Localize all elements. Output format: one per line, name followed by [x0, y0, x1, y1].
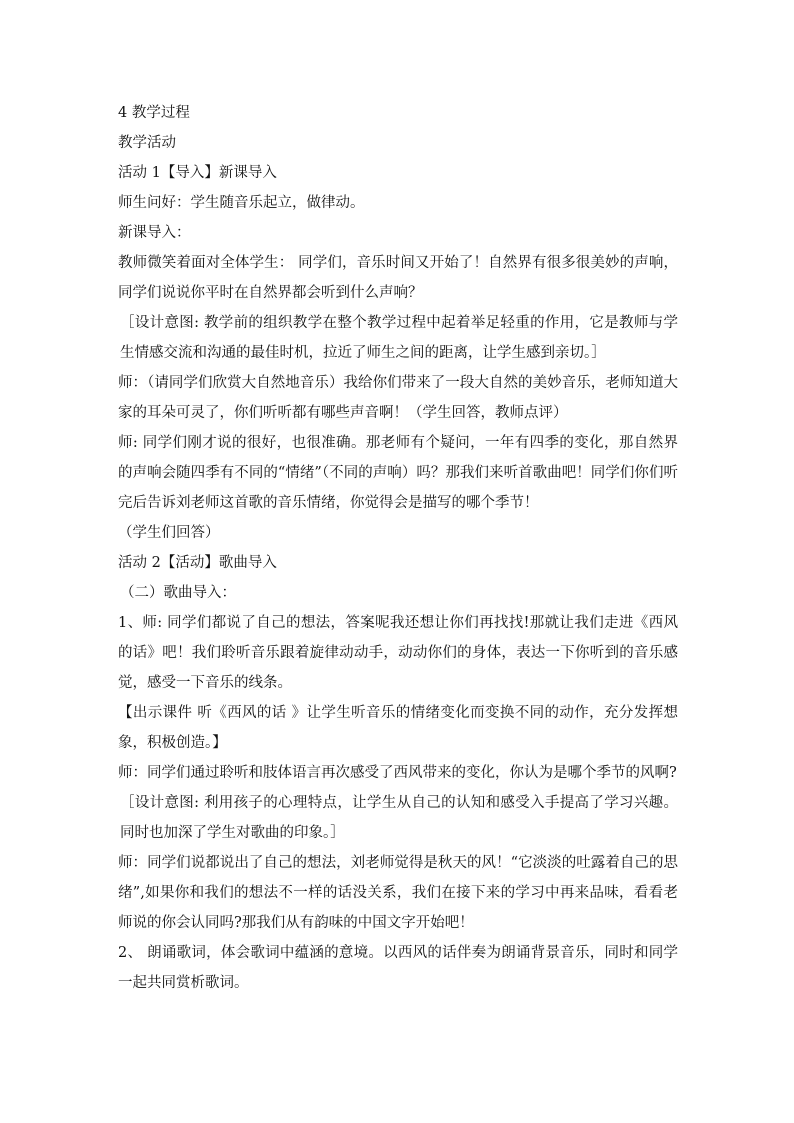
paragraph-wind-question: 师：同学们通过聆听和肢体语言再次感受了西风带来的变化，你认为是哪个季节的风啊? — [118, 765, 677, 781]
paragraph-nature-music: 师：（请同学们欣赏大自然地音乐）我给你们带来了一段大自然的美妙音乐，老师知道大家的耳朵可灵了，你们听听都有哪些声音啊！（学生回答，教师点评） — [118, 375, 678, 421]
paragraph-seasons-question: 师: 同学们刚才说的很好，也很准确。那老师有个疑问，一年有四季的变化，那自然界的声响会随四季有不同的“情绪”（不同的声响）吗？那我们来听首歌曲吧！同学们你们听完后告诉刘老师这首歌的音乐情绪，你觉得会是描写的哪个季节！ — [118, 435, 678, 511]
paragraph-teacher-opening: 教师微笑着面对全体学生： 同学们，音乐时间又开始了！自然界有很多很美妙的声响，同学们说说你平时在自然界都会听到什么声响？ — [118, 255, 678, 301]
design-intent-2: ［设计意图: 利用孩子的心理特点，让学生从自己的认知和感受入手提高了学习兴趣。同时也加深了学生对歌曲的印象。］ — [120, 795, 678, 841]
document-page — [118, 98, 678, 998]
paragraph-autumn-wind: 师：同学们说都说出了自己的想法，刘老师觉得是秋天的风！“它淡淡的吐露着自己的思绪”,如果你和我们的想法不一样的话没关系，我们在接下来的学习中再来品味，看看老师说的你会认同吗?那我们从有韵味的中国文字开始吧！ — [118, 855, 678, 931]
paragraph-step-1: 1、师: 同学们都说了自己的想法，答案呢我还想让你们再找找!那就让我们走进《西风的话》吧！我们聆听音乐跟着旋律动动手，动动你们的身体，表达一下你听到的音乐感觉，感受一下音乐的线条。 — [118, 615, 678, 691]
activity-1-heading: 活动 1【导入】新课导入 — [118, 165, 277, 181]
paragraph-greeting: 师生问好：学生随音乐起立，做律动。 — [118, 195, 365, 211]
section-heading: 4 教学过程 — [118, 105, 190, 121]
paragraph-step-2: 2、 朗诵歌词，体会歌词中蕴涵的意境。以西风的话伴奏为朗诵背景音乐，同时和同学一起共同赏析歌词。 — [118, 945, 678, 991]
paragraph-students-answer: （学生们回答） — [118, 525, 220, 541]
paragraph-intro-label: 新课导入： — [118, 225, 191, 241]
activity-2-heading: 活动 2【活动】歌曲导入 — [118, 555, 277, 571]
paragraph-song-intro-label: （二）歌曲导入： — [120, 585, 236, 601]
design-intent-1: ［设计意图: 教学前的组织教学在整个教学过程中起着举足轻重的作用，它是教师与学生情感交流和沟通的最佳时机，拉近了师生之间的距离，让学生感到亲切。］ — [120, 315, 678, 361]
subsection-heading: 教学活动 — [118, 135, 176, 151]
paragraph-courseware-note: 【出示课件 听《西风的话 》让学生听音乐的情绪变化而变换不同的动作，充分发挥想象，积极创造。】 — [118, 705, 678, 751]
